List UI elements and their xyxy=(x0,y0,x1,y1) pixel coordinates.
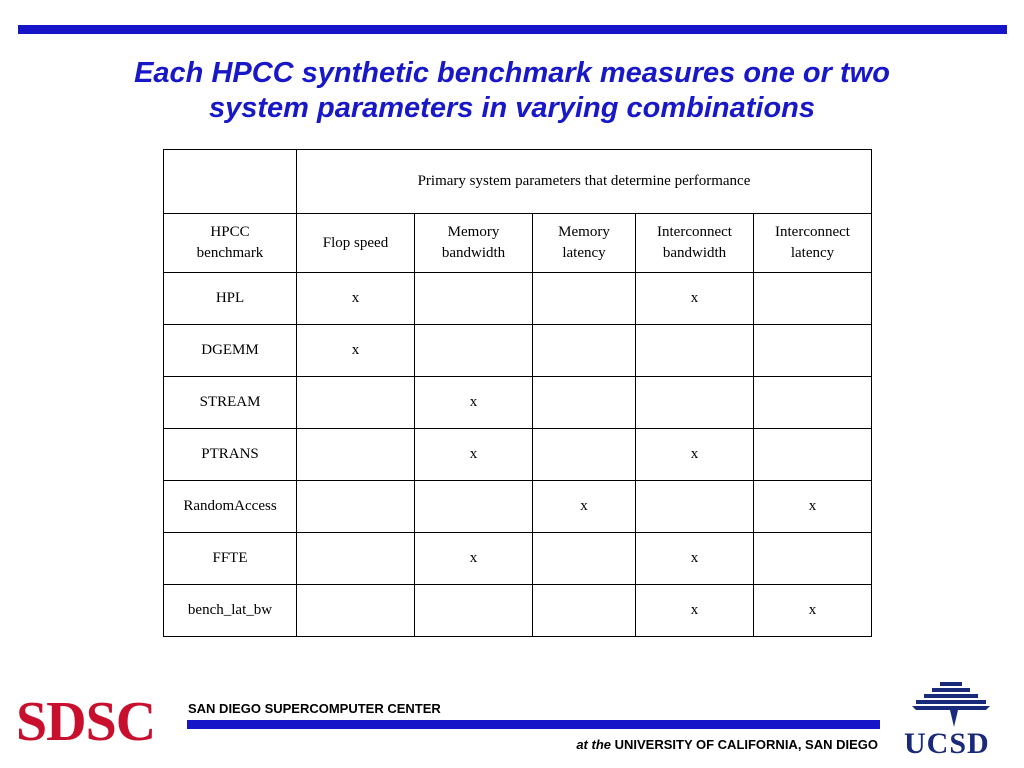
sdsc-logo: SDSC xyxy=(16,691,156,753)
column-header-line: bandwidth xyxy=(662,245,727,261)
table-cell: x xyxy=(754,481,872,533)
slide-title xyxy=(0,56,1024,126)
table-cell xyxy=(533,377,636,429)
table-cell xyxy=(754,325,872,377)
at-the-label: at the xyxy=(576,737,611,752)
table-cell xyxy=(636,377,754,429)
row-benchmark-name: HPL xyxy=(164,273,297,325)
table-cell xyxy=(415,585,533,637)
row-benchmark-name: STREAM xyxy=(164,377,297,429)
column-header-line: Interconnect xyxy=(775,224,850,240)
column-header-line: Interconnect xyxy=(657,224,732,240)
row-benchmark-name: FFTE xyxy=(164,533,297,585)
table-cell: x xyxy=(415,377,533,429)
column-header-line: bandwidth xyxy=(441,245,506,261)
table-cell xyxy=(297,377,415,429)
table-row xyxy=(164,585,872,637)
column-header-line: Memory xyxy=(447,224,500,240)
table-row xyxy=(164,377,872,429)
table-corner-cell xyxy=(164,150,297,214)
table-group-header: Primary system parameters that determine performance xyxy=(297,150,872,214)
column-header-line: latency xyxy=(790,245,835,261)
slide-title-line-1: Each HPCC synthetic benchmark measures one or two xyxy=(134,57,890,89)
ucsd-logo-text: UCSD xyxy=(904,727,990,760)
table-cell xyxy=(533,429,636,481)
table-cell: x xyxy=(636,273,754,325)
table-cell xyxy=(533,585,636,637)
table-group-header-row xyxy=(164,150,872,214)
table-row xyxy=(164,273,872,325)
column-header-line: benchmark xyxy=(196,245,264,261)
table-cell xyxy=(415,481,533,533)
table-cell: x xyxy=(533,481,636,533)
row-benchmark-name: DGEMM xyxy=(164,325,297,377)
table-cell: x xyxy=(415,533,533,585)
column-header-memory-latency xyxy=(533,214,636,273)
slide-title-line-2: system parameters in varying combinations xyxy=(209,92,815,124)
column-header-benchmark xyxy=(164,214,297,273)
column-header-interconnect-latency xyxy=(754,214,872,273)
table-cell: x xyxy=(297,273,415,325)
row-benchmark-name: RandomAccess xyxy=(164,481,297,533)
table-cell xyxy=(754,377,872,429)
column-header-flop-speed xyxy=(297,214,415,273)
table-cell: x xyxy=(415,429,533,481)
table-cell xyxy=(415,273,533,325)
table-cell xyxy=(754,429,872,481)
table-cell xyxy=(533,273,636,325)
table-row xyxy=(164,533,872,585)
column-header-interconnect-bandwidth xyxy=(636,214,754,273)
table-cell xyxy=(297,429,415,481)
benchmark-parameter-table xyxy=(163,149,872,637)
table-cell: x xyxy=(636,533,754,585)
ucsd-emblem-icon xyxy=(906,680,996,730)
table-cell: x xyxy=(754,585,872,637)
table-cell xyxy=(533,533,636,585)
university-line xyxy=(576,737,878,752)
table-cell xyxy=(297,585,415,637)
table-cell xyxy=(636,325,754,377)
table-cell: x xyxy=(636,429,754,481)
center-name: SAN DIEGO SUPERCOMPUTER CENTER xyxy=(188,701,441,716)
row-benchmark-name: bench_lat_bw xyxy=(164,585,297,637)
table-cell xyxy=(297,481,415,533)
table-cell xyxy=(636,481,754,533)
row-benchmark-name: PTRANS xyxy=(164,429,297,481)
column-header-memory-bandwidth xyxy=(415,214,533,273)
table-cell xyxy=(754,273,872,325)
column-header-line: Flop speed xyxy=(322,234,389,251)
table-row xyxy=(164,325,872,377)
table-column-header-row xyxy=(164,214,872,273)
table-row xyxy=(164,481,872,533)
table-cell: x xyxy=(636,585,754,637)
top-accent-bar xyxy=(18,25,1007,34)
table-cell xyxy=(297,533,415,585)
bottom-accent-bar xyxy=(187,720,880,729)
table-row xyxy=(164,429,872,481)
table-cell: x xyxy=(297,325,415,377)
column-header-line: Memory xyxy=(558,224,610,240)
university-name: UNIVERSITY OF CALIFORNIA, SAN DIEGO xyxy=(614,737,878,752)
table-cell xyxy=(754,533,872,585)
column-header-line: HPCC xyxy=(210,224,250,240)
table-cell xyxy=(533,325,636,377)
table-cell xyxy=(415,325,533,377)
column-header-line: latency xyxy=(562,245,606,261)
